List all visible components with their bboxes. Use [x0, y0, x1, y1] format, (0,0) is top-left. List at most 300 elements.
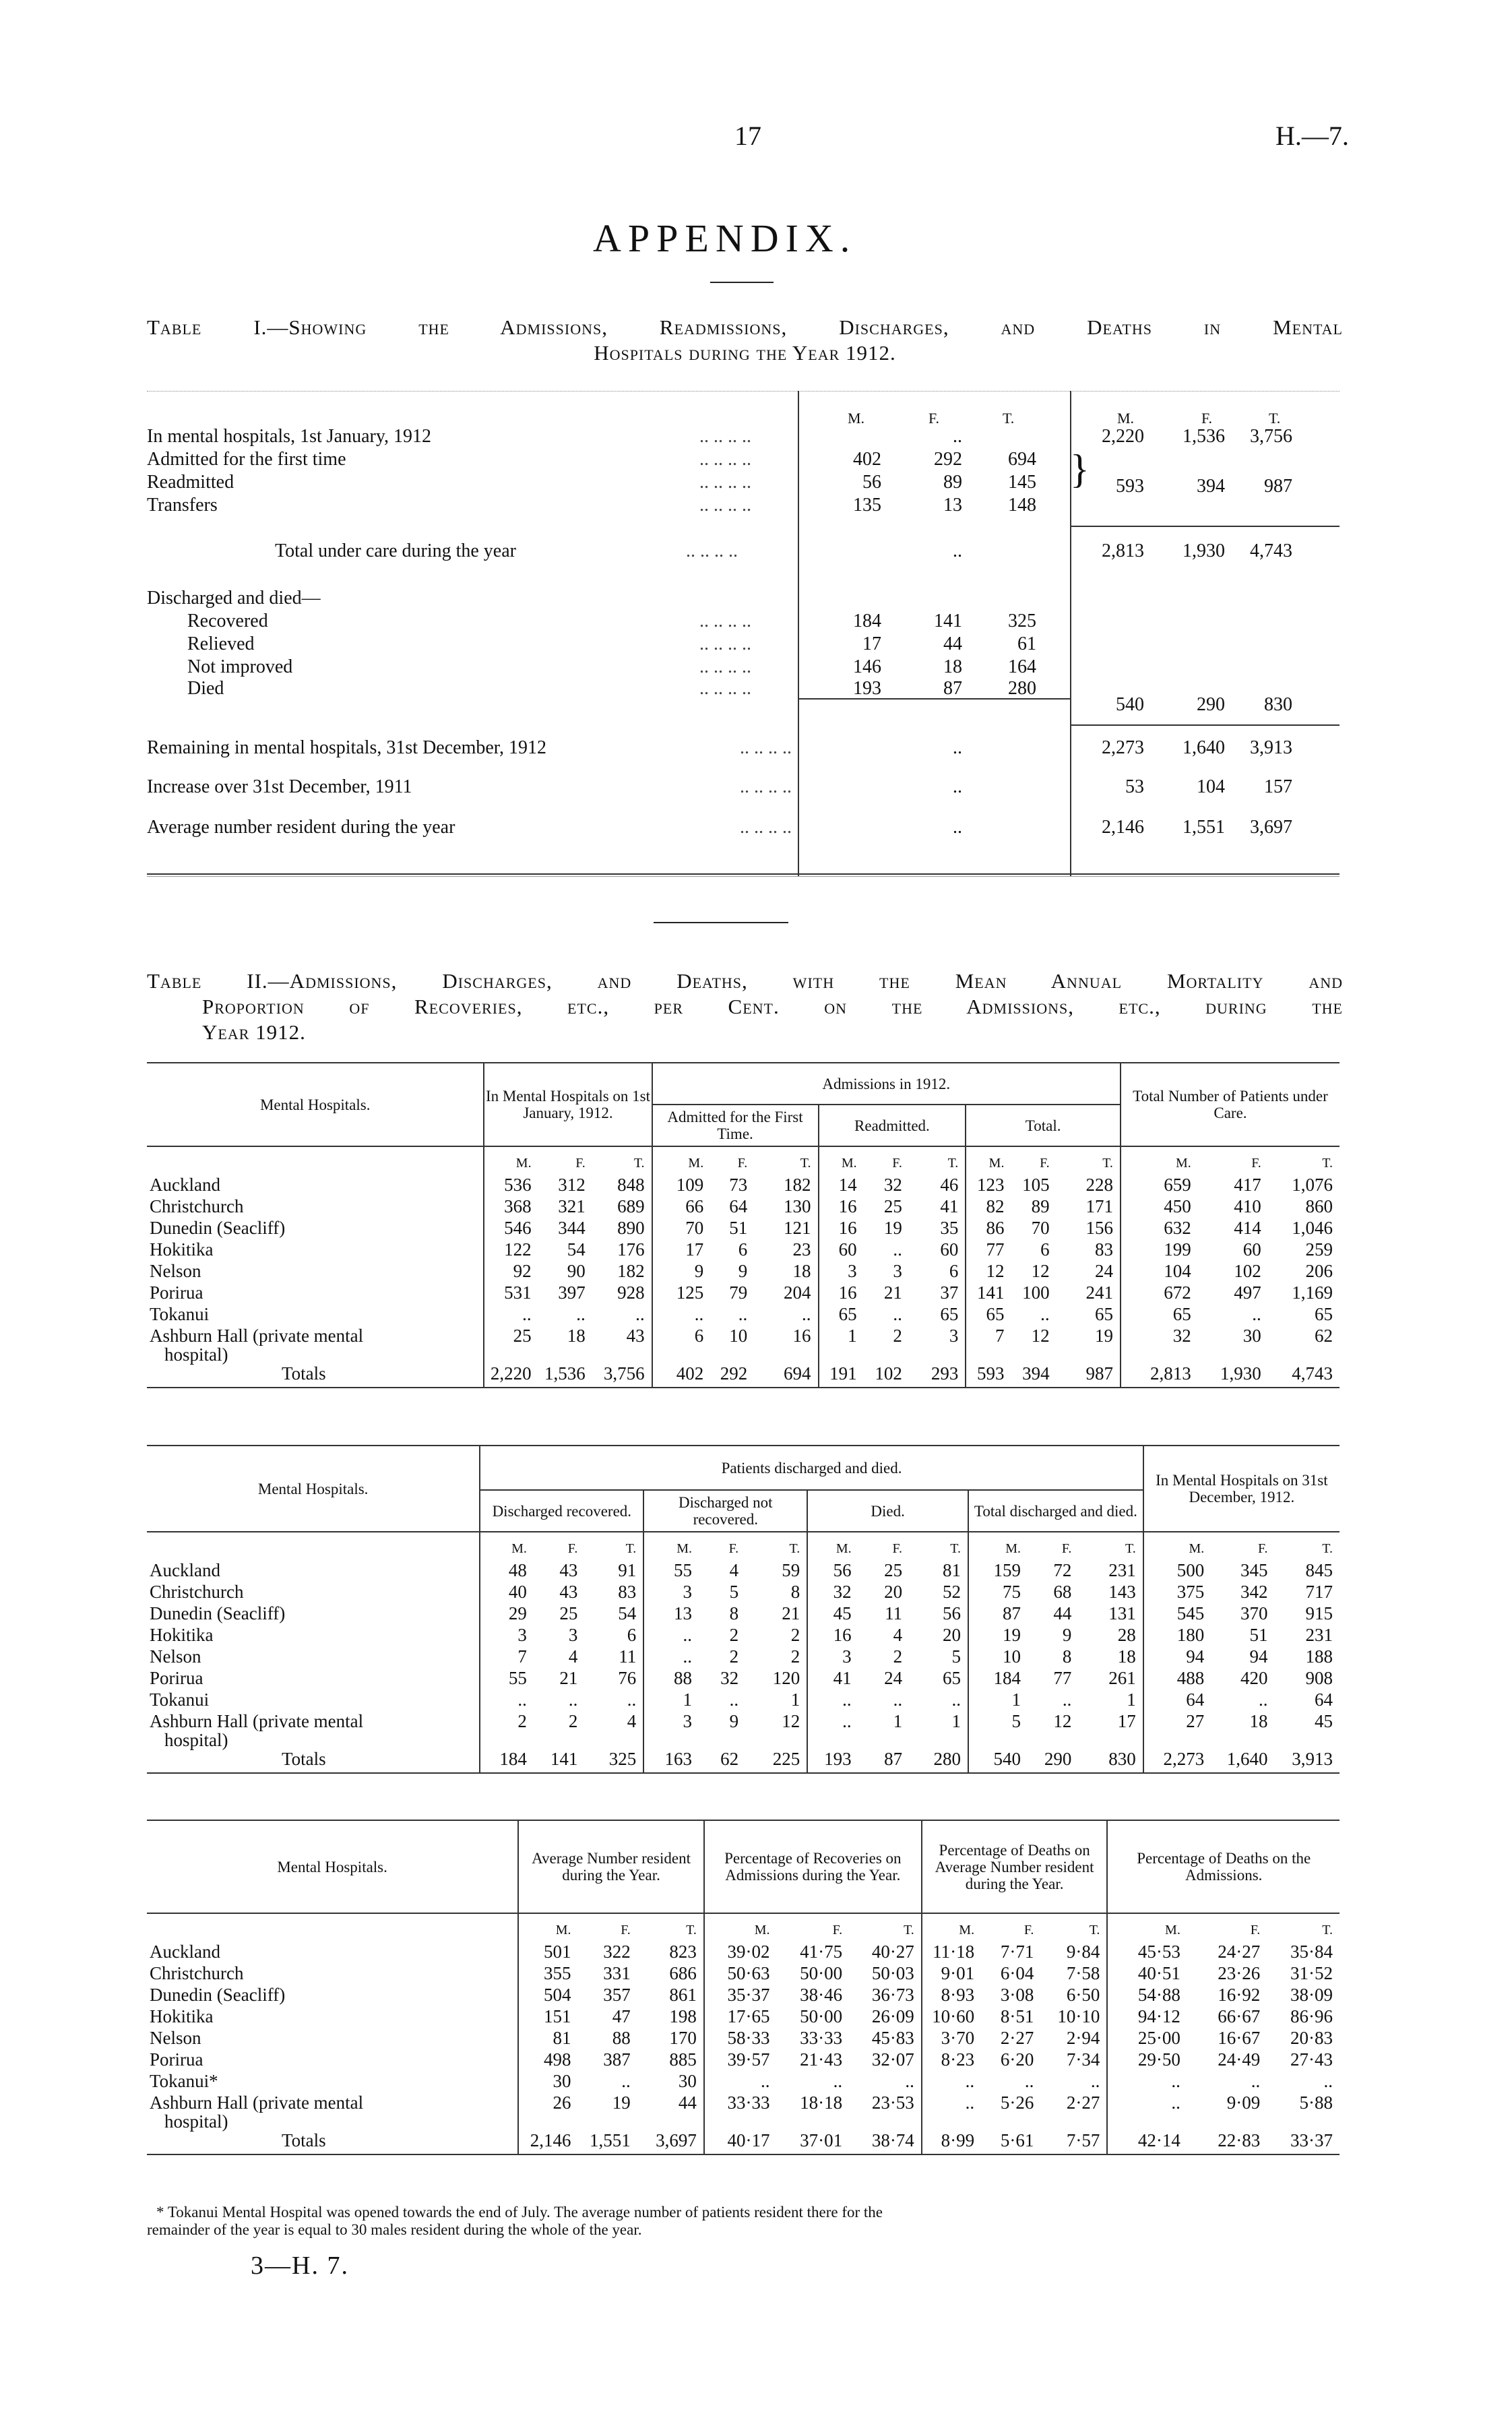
table-cell: 7·34 — [1066, 2049, 1100, 2070]
table-cell: 344 — [558, 1218, 586, 1238]
table-cell: 55 — [643, 1559, 699, 1581]
t2c-head-pct-deaths-adm: Percentage of Deaths on the Admissions. — [1107, 1820, 1340, 1913]
column-head-t: T. — [1322, 1156, 1333, 1171]
table-cell: 6 — [627, 1625, 637, 1645]
hospital-name: Porirua — [150, 2049, 203, 2070]
table-cell: 50·03 — [871, 1963, 914, 1983]
column-head-f: F. — [728, 1541, 739, 1556]
table1-row-label: Remaining in mental hospitals, 31st December, 1912 — [147, 737, 546, 758]
table-cell: 18 — [792, 1261, 811, 1281]
table1-cell: 87 — [943, 678, 962, 699]
table-cell: 16 — [819, 1282, 864, 1303]
totals-label: Totals — [282, 1749, 326, 1769]
table1-cell: 987 — [1264, 476, 1292, 497]
table-cell: 25 — [884, 1560, 903, 1580]
table1-leader-dots: .. .. .. .. — [699, 633, 751, 654]
table-cell: 20 — [943, 1625, 962, 1645]
table-cell: 24 — [884, 1668, 903, 1688]
t2b-head-total: Total discharged and died. — [968, 1490, 1143, 1532]
table-cell: 51 — [1249, 1625, 1268, 1645]
table-cell: .. — [951, 1689, 962, 1710]
table1-cell: 1,536 — [1183, 426, 1225, 447]
table-cell: 498 — [518, 2049, 577, 2070]
table1-cell: 61 — [1017, 633, 1036, 654]
table-cell: 3 — [643, 1710, 699, 1732]
table-cell: 89 — [1031, 1196, 1050, 1216]
table-cell: 77 — [1053, 1668, 1072, 1688]
table1-cell: 2,813 — [1102, 540, 1144, 561]
table-cell: .. — [1251, 2071, 1261, 2091]
table-cell: 3 — [480, 1624, 534, 1646]
table-cell: 717 — [1305, 1582, 1333, 1602]
table-cell: 11 — [885, 1603, 903, 1623]
table-cell: 35·84 — [1290, 1942, 1333, 1962]
table-cell: 35·37 — [704, 1984, 777, 2006]
table-cell: 51 — [729, 1218, 748, 1238]
table-cell: 659 — [1121, 1174, 1198, 1196]
table1-cell: 1,551 — [1183, 817, 1225, 838]
table-cell: 17 — [652, 1239, 711, 1260]
table-cell: 54 — [567, 1239, 586, 1260]
table-cell: 156 — [1085, 1218, 1113, 1238]
table-cell: 593 — [966, 1363, 1011, 1388]
table1-cell: 184 — [853, 611, 881, 631]
table-cell: 25 — [559, 1603, 578, 1623]
table-cell: .. — [652, 1303, 711, 1325]
table-cell: 40·17 — [704, 2130, 777, 2154]
column-head-f: F. — [1061, 1541, 1072, 1556]
column-head-t: T. — [950, 1541, 962, 1556]
table-cell: 322 — [603, 1942, 631, 1962]
table1-leader-dots: .. .. .. .. — [686, 540, 738, 561]
table-cell: 368 — [484, 1196, 538, 1217]
table1-cell: 593 — [1116, 476, 1144, 497]
table-cell: 70 — [1031, 1218, 1050, 1238]
table-cell: 56 — [807, 1559, 858, 1581]
table-cell: 46 — [940, 1175, 959, 1195]
table1-row-label: Readmitted — [147, 472, 234, 493]
table-cell: 130 — [784, 1196, 811, 1216]
table-cell: 12 — [966, 1260, 1011, 1282]
table-cell: .. — [893, 1689, 903, 1710]
table-cell: 16 — [819, 1217, 864, 1239]
table-cell: 241 — [1085, 1282, 1113, 1303]
table-cell: 92 — [484, 1260, 538, 1282]
table-cell: 8·51 — [1000, 2006, 1034, 2026]
table1-leader-dots: .. .. .. .. — [740, 776, 792, 797]
table-cell: 21 — [559, 1668, 578, 1688]
hospital-name: Tokanui — [150, 1689, 210, 1710]
table-cell: .. — [1252, 1304, 1261, 1324]
hospital-name: Hokitika — [150, 2006, 214, 2026]
table-cell: .. — [704, 2070, 777, 2092]
table-cell: 45·83 — [871, 2028, 914, 2048]
table-cell: 44 — [1053, 1603, 1072, 1623]
hospital-name-cont: hospital) — [164, 2111, 228, 2132]
table1-cell: .. — [953, 817, 962, 838]
table-cell: 16 — [792, 1326, 811, 1346]
table-cell: .. — [1107, 2092, 1187, 2113]
table1-under-rule — [147, 876, 1340, 877]
table-cell: 2 — [893, 1326, 902, 1346]
table-cell: 12 — [782, 1711, 800, 1731]
table1-cell: 2,273 — [1102, 737, 1144, 758]
table-cell: 102 — [1234, 1261, 1261, 1281]
table1-cell: .. — [953, 737, 962, 758]
table1-cell: 89 — [943, 472, 962, 493]
table-cell: 141 — [550, 1749, 578, 1769]
column-head-f: F. — [575, 1156, 586, 1171]
table-cell: 30 — [518, 2070, 577, 2092]
table-cell: 504 — [518, 1984, 577, 2006]
table-cell: 16·67 — [1218, 2028, 1261, 2048]
t2a-head-jan: In Mental Hospitals on 1st January, 1912. — [484, 1063, 652, 1146]
table-cell: 125 — [652, 1282, 711, 1303]
table-cell: 56 — [943, 1603, 962, 1623]
table1-cell: .. — [953, 426, 962, 447]
table-cell: 26 — [518, 2092, 577, 2113]
table-cell: 40 — [480, 1581, 534, 1603]
table-cell: 928 — [617, 1282, 645, 1303]
table-cell: 33·33 — [800, 2028, 843, 2048]
table-cell: 417 — [1234, 1175, 1261, 1195]
table1-cell: .. — [953, 776, 962, 797]
table-cell: 12 — [1031, 1326, 1050, 1346]
table1-head-f: F. — [928, 410, 939, 427]
mft-spacer — [147, 1913, 518, 1941]
table-cell: 27·43 — [1290, 2049, 1333, 2070]
table2-percentages — [147, 1820, 1340, 2155]
table-cell: 694 — [784, 1363, 811, 1384]
table-cell: .. — [1062, 1689, 1072, 1710]
t2a-head-under-care: Total Number of Patients under Care. — [1121, 1063, 1340, 1146]
table-cell: 17 — [1117, 1711, 1136, 1731]
table-cell: 259 — [1305, 1239, 1333, 1260]
column-head-m: M. — [922, 1913, 981, 1941]
table-cell: 4,743 — [1292, 1363, 1333, 1384]
table-cell: 36·73 — [871, 1985, 914, 2005]
table-cell: 19 — [883, 1218, 902, 1238]
table-cell: 8·93 — [922, 1984, 981, 2006]
t2a-head-readmitted: Readmitted. — [819, 1105, 966, 1146]
table-cell: 536 — [484, 1174, 538, 1196]
table-cell: .. — [627, 1689, 637, 1710]
table1-cell: 280 — [1008, 678, 1036, 699]
table-cell: 312 — [558, 1175, 586, 1195]
table-cell: 45·53 — [1107, 1941, 1187, 1962]
hospital-name: Tokanui* — [150, 2071, 218, 2091]
table-cell: 19 — [612, 2092, 631, 2113]
table-cell: 87 — [968, 1603, 1028, 1624]
table1-cell: 290 — [1197, 694, 1225, 715]
table-cell: 1,640 — [1226, 1749, 1268, 1769]
table-cell: 94 — [1143, 1646, 1211, 1667]
table1-col-divider-a — [798, 391, 799, 876]
table-cell: 141 — [966, 1282, 1011, 1303]
table-cell: .. — [643, 1646, 699, 1667]
table-cell: 3 — [643, 1581, 699, 1603]
column-head-t: T. — [1102, 1156, 1113, 1171]
table-cell: 65 — [1121, 1303, 1198, 1325]
table-cell: .. — [1040, 1304, 1050, 1324]
table-cell: 37·01 — [800, 2130, 843, 2150]
column-head-m: M. — [807, 1532, 858, 1559]
table-cell: 6·04 — [1000, 1963, 1034, 1983]
table1 — [147, 391, 1340, 876]
hospital-name: Auckland — [150, 1942, 220, 1962]
table-cell: 7 — [480, 1646, 534, 1667]
table-cell: .. — [643, 1624, 699, 1646]
table-cell: 546 — [484, 1217, 538, 1239]
table-cell: 890 — [617, 1218, 645, 1238]
table-cell: .. — [635, 1304, 645, 1324]
table-cell: 228 — [1085, 1175, 1113, 1195]
hospital-name: Christchurch — [150, 1582, 244, 1602]
table-cell: .. — [1024, 2071, 1034, 2091]
table-cell: 2 — [480, 1710, 534, 1732]
table-cell: 104 — [1121, 1260, 1198, 1282]
table-cell: 13 — [643, 1603, 699, 1624]
column-head-f: F. — [621, 1923, 631, 1937]
table-cell: 73 — [729, 1175, 748, 1195]
table-cell: 65 — [943, 1668, 962, 1688]
table-cell: 860 — [1305, 1196, 1333, 1216]
table-cell: 420 — [1240, 1668, 1268, 1688]
table-cell: 450 — [1121, 1196, 1198, 1217]
table1-cell: 325 — [1008, 611, 1036, 631]
table-cell: 11 — [619, 1646, 637, 1667]
table-cell: 25 — [484, 1325, 538, 1346]
table-cell: 48 — [480, 1559, 534, 1581]
table-cell: 12 — [1031, 1261, 1050, 1281]
table-cell: 5 — [729, 1582, 739, 1602]
page-title: APPENDIX. — [593, 216, 857, 260]
table-cell: 7 — [966, 1325, 1011, 1346]
table-cell: 672 — [1121, 1282, 1198, 1303]
table-cell: 44 — [678, 2092, 697, 2113]
column-head-f: F. — [1258, 1541, 1268, 1556]
table-cell: 24 — [1094, 1261, 1113, 1281]
table-cell: .. — [807, 1689, 858, 1710]
table1-leader-dots: .. .. .. .. — [699, 426, 751, 447]
table-cell: 54·88 — [1107, 1984, 1187, 2006]
column-head-t: T. — [625, 1541, 637, 1556]
table-cell: 94·12 — [1107, 2006, 1187, 2027]
column-head-m: M. — [1107, 1913, 1187, 1941]
table-cell: 20·83 — [1290, 2028, 1333, 2048]
table-cell: .. — [1323, 2071, 1333, 2091]
t2b-head-hospitals: Mental Hospitals. — [257, 1480, 369, 1497]
table-cell: 375 — [1143, 1581, 1211, 1603]
table-cell: 66 — [652, 1196, 711, 1217]
table1-leader-dots: .. .. .. .. — [699, 611, 751, 631]
table1-row-label: Average number resident during the year — [147, 817, 455, 838]
table-cell: 6·50 — [1066, 1985, 1100, 2005]
table-cell: 33·37 — [1290, 2130, 1333, 2150]
table-cell: .. — [893, 1239, 902, 1260]
table-cell: 1 — [819, 1325, 864, 1346]
column-head-m: M. — [480, 1532, 534, 1559]
table-cell: 1 — [790, 1689, 800, 1710]
table-cell: 7·58 — [1066, 1963, 1100, 1983]
table-cell: 32·07 — [871, 2049, 914, 2070]
table-cell: 170 — [669, 2028, 697, 2048]
table1-head-m2: M. — [1117, 410, 1135, 427]
table-cell: 102 — [875, 1363, 902, 1384]
column-head-f: F. — [892, 1156, 902, 1171]
table-cell: .. — [729, 1689, 739, 1710]
table-cell: 47 — [612, 2006, 631, 2026]
table-cell: 72 — [1053, 1560, 1072, 1580]
table-cell: 204 — [784, 1282, 811, 1303]
hospital-name: Nelson — [150, 1646, 201, 1667]
table1-cell: 3,756 — [1250, 426, 1292, 447]
table1-cell: 1,640 — [1183, 737, 1225, 758]
table-cell: 11·18 — [922, 1941, 981, 1962]
table-cell: 9·84 — [1066, 1942, 1100, 1962]
table-cell: 19 — [968, 1624, 1028, 1646]
table-cell: .. — [1107, 2070, 1187, 2092]
table-cell: 121 — [784, 1218, 811, 1238]
table-cell: 387 — [603, 2049, 631, 2070]
table-cell: 23 — [792, 1239, 811, 1260]
table-cell: 65 — [819, 1303, 864, 1325]
t2b-head-recovered: Discharged recovered. — [480, 1490, 643, 1532]
table-cell: 18 — [567, 1326, 586, 1346]
table-cell: 2,220 — [484, 1363, 538, 1388]
hospital-name: Ashburn Hall (private mental — [150, 1711, 364, 1731]
table-cell: 12 — [1053, 1711, 1072, 1731]
table-cell: 50·63 — [704, 1962, 777, 1984]
table-cell: 5·26 — [1000, 2092, 1034, 2113]
table1-row-label: Died — [187, 678, 224, 699]
table1-row-label: In mental hospitals, 1st January, 1912 — [147, 426, 432, 447]
table-cell: 122 — [484, 1239, 538, 1260]
table-cell: 321 — [558, 1196, 586, 1216]
table1-cell: 292 — [934, 449, 962, 470]
table2-caption-line2: Proportion of Recoveries, etc., per Cent. on the Admissions, etc., during the — [202, 995, 1343, 1018]
column-head-m: M. — [652, 1146, 711, 1174]
table-cell: 5 — [951, 1646, 962, 1667]
table-cell: 1,930 — [1220, 1363, 1261, 1384]
table1-cell: .. — [953, 540, 962, 561]
table-cell: 32 — [1121, 1325, 1198, 1346]
table-cell: 2 — [729, 1646, 739, 1667]
table1-head-t2: T. — [1269, 410, 1281, 427]
table-cell: 9·01 — [922, 1962, 981, 1984]
table-cell: 7·57 — [1066, 2130, 1100, 2150]
footnote-line1: * Tokanui Mental Hospital was opened towards the end of July. The average number of patients resident there for the — [156, 2204, 883, 2221]
table-cell: 6 — [652, 1325, 711, 1346]
table-cell: 26·09 — [871, 2006, 914, 2026]
table-cell: 414 — [1234, 1218, 1261, 1238]
table-cell: 1 — [1127, 1689, 1136, 1710]
table1-cell: 164 — [1008, 656, 1036, 677]
table1-cell: 3,697 — [1250, 817, 1292, 838]
t2a-head-first: Admitted for the First Time. — [652, 1105, 819, 1146]
table-cell: 1,169 — [1292, 1282, 1333, 1303]
column-head-f: F. — [1040, 1156, 1050, 1171]
table-cell: 4 — [893, 1625, 903, 1645]
table-cell: 4 — [729, 1560, 739, 1580]
table-cell: 497 — [1234, 1282, 1261, 1303]
table-cell: 50·00 — [800, 1963, 843, 1983]
table-cell: 2 — [790, 1646, 800, 1667]
table-cell: 32 — [807, 1581, 858, 1603]
hospital-name: Dunedin (Seacliff) — [150, 1603, 286, 1623]
table-cell: 94 — [1249, 1646, 1268, 1667]
table-cell: 290 — [1044, 1749, 1072, 1769]
table-cell: 81 — [518, 2027, 577, 2049]
table1-row-label: Transfers — [147, 495, 218, 516]
t2a-head-admissions: Admissions in 1912. — [652, 1063, 1121, 1105]
table-cell: 75 — [968, 1581, 1028, 1603]
table-cell: 6 — [1040, 1239, 1050, 1260]
table-cell: .. — [893, 1304, 902, 1324]
table-cell: 52 — [943, 1582, 962, 1602]
hospital-name: Tokanui — [150, 1304, 210, 1324]
table-cell: 180 — [1143, 1624, 1211, 1646]
table-cell: 159 — [968, 1559, 1028, 1581]
table-cell: 6·20 — [1000, 2049, 1034, 2070]
table-cell: 21 — [782, 1603, 800, 1623]
table-cell: 45 — [1315, 1711, 1333, 1731]
table-cell: 64 — [729, 1196, 748, 1216]
table1-head-f2: F. — [1201, 410, 1212, 427]
column-head-t: T. — [1125, 1541, 1136, 1556]
table-cell: 3 — [893, 1261, 902, 1281]
table-cell: 62 — [1315, 1326, 1333, 1346]
table-cell: 331 — [603, 1963, 631, 1983]
table-cell: 120 — [772, 1668, 800, 1688]
table-cell: 231 — [1108, 1560, 1136, 1580]
table1-leader-dots: .. .. .. .. — [699, 495, 751, 516]
table-cell: 2 — [893, 1646, 903, 1667]
table1-cell: 157 — [1264, 776, 1292, 797]
table-cell: 42·14 — [1107, 2130, 1187, 2154]
table-cell: 33·33 — [704, 2092, 777, 2113]
hospital-name: Nelson — [150, 1261, 201, 1281]
table-cell: .. — [1090, 2071, 1100, 2091]
table2-caption-line1: Table II.—Admissions, Discharges, and Deaths, with the Mean Annual Mortality and — [147, 969, 1343, 993]
table-cell: 19 — [1094, 1326, 1113, 1346]
table1-row-label: Admitted for the first time — [147, 449, 346, 470]
table-cell: 861 — [669, 1985, 697, 2005]
table-cell: .. — [576, 1304, 586, 1324]
table-cell: 8 — [729, 1603, 739, 1623]
table-cell: 9 — [738, 1261, 748, 1281]
table1-bottom-rule — [147, 873, 1340, 875]
table1-head-m: M. — [848, 410, 865, 427]
column-head-t: T. — [789, 1541, 800, 1556]
table1-cell: 2,220 — [1102, 426, 1144, 447]
hospital-name: Christchurch — [150, 1196, 244, 1216]
column-head-t: T. — [904, 1923, 914, 1937]
table1-row-label: Not improved — [187, 656, 293, 677]
table-cell: 885 — [669, 2049, 697, 2070]
mft-spacer — [147, 1146, 484, 1174]
table-cell: 3·08 — [1000, 1985, 1034, 2005]
table-cell: .. — [621, 2071, 631, 2091]
table-cell: 4 — [568, 1646, 578, 1667]
column-head-f: F. — [567, 1541, 578, 1556]
table-cell: 29·50 — [1107, 2049, 1187, 2070]
table-cell: 280 — [933, 1749, 962, 1769]
table-cell: 199 — [1121, 1239, 1198, 1260]
column-head-t: T. — [686, 1923, 697, 1937]
table-cell: 823 — [669, 1942, 697, 1962]
table-cell: 43 — [626, 1326, 645, 1346]
